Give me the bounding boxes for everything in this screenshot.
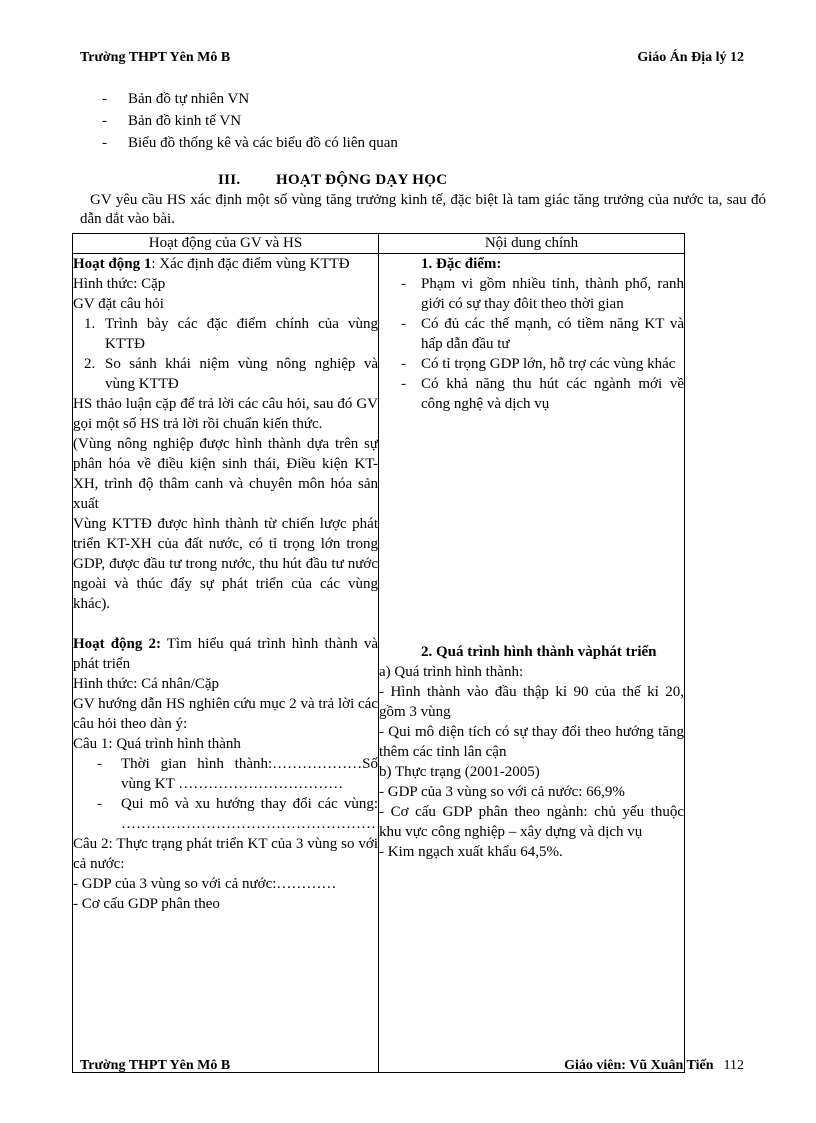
header-subject: Giáo Án Địa lý 12 (637, 50, 744, 65)
subheading-a: a) Quá trình hình thành: (379, 664, 524, 680)
question-1: Câu 1: Quá trình hình thành (73, 736, 241, 752)
question-2: Câu 2: Thực trạng phát triển KT của 3 vùng so với cả nước: (73, 836, 378, 872)
content-heading-2: 2. Quá trình hình thành vàphát triển (421, 644, 657, 660)
section-number: III. (218, 172, 241, 188)
footer-school: Trường THPT Yên Mô B (80, 1058, 231, 1073)
activity-1-questions (73, 314, 378, 394)
list-item: - Bản đồ kinh tế VN (100, 110, 398, 132)
status-item: - Cơ cấu GDP phân theo ngành: chủ yếu thuộc khu vực công nghiệp – xây dựng và dịch vụ (379, 804, 684, 840)
section-title (218, 172, 447, 189)
column-header-activities: Hoạt động của GV và HS (73, 234, 379, 254)
activity-1-paragraph: (Vùng nông nghiệp được hình thành dựa trên sự phân hóa về điều kiện sinh thái, Điều kiện KT-XH, trình độ thâm canh và chuyên môn hóa sản xuất (73, 436, 378, 512)
column-header-content: Nội dung chính (379, 234, 685, 254)
list-item: - Có khả năng thu hút các ngành mới về công nghệ và dịch vụ (379, 374, 684, 414)
header-school: Trường THPT Yên Mô B (80, 50, 231, 65)
question-2-item: - Cơ cấu GDP phân theo (73, 896, 220, 912)
activity-1-paragraph: Vùng KTTĐ được hình thành từ chiến lược phát triển KT-XH của đất nước, có tỉ trọng lớn trong GDP, được đầu tư trong nước, thu hút đầu tư nước ngoài và thúc đẩy sự phát triển của các vùng khác). (73, 516, 378, 612)
footer-teacher: Giáo viên: Vũ Xuân Tiến 112 (564, 1058, 744, 1073)
activity-2-guide: GV hướng dẫn HS nghiên cứu mục 2 và trả lời các câu hỏi theo dàn ý: (73, 696, 378, 732)
formation-item: - Qui mô diện tích có sự thay đổi theo hướng tăng thêm các tỉnh lân cận (379, 724, 684, 760)
status-item: - GDP của 3 vùng so với cả nước: 66,9% (379, 784, 625, 800)
list-item: 2. So sánh khái niệm vùng nông nghiệp và vùng KTTĐ (99, 354, 378, 394)
activity-1-heading: Hoạt động 1: Xác định đặc điểm vùng KTTĐ (73, 256, 350, 272)
content-cell (379, 254, 685, 1073)
activities-cell (73, 254, 379, 1073)
list-item: - Bản đồ tự nhiên VN (100, 88, 398, 110)
formation-item: - Hình thành vào đầu thập kỉ 90 của thế kỉ 20, gồm 3 vùng (379, 684, 684, 720)
list-item: - Có tỉ trọng GDP lớn, hỗ trợ các vùng khác (379, 354, 684, 374)
page-number: 112 (723, 1058, 744, 1073)
list-item: 1. Trình bày các đặc điểm chính của vùng KTTĐ (99, 314, 378, 354)
list-item: - Có đủ các thế mạnh, có tiềm năng KT và hấp dẫn đầu tư (379, 314, 684, 354)
activity-1-paragraph: HS thảo luận cặp để trả lời các câu hỏi, sau đó GV gọi một số HS trả lời rồi chuẩn kiến thức. (73, 396, 378, 432)
question-1-items (73, 754, 378, 834)
status-item: - Kim ngạch xuất khẩu 64,5%. (379, 844, 563, 860)
materials-list (100, 88, 398, 154)
list-item: - Qui mô và xu hướng thay đổi các vùng: …………………………………………… (73, 794, 378, 834)
activity-1-ask: GV đặt câu hỏi (73, 296, 164, 312)
intro-paragraph: GV yêu cầu HS xác định một số vùng tăng trưởng kinh tế, đặc biệt là tam giác tăng trưởng của nước ta, sau đó dẫn dắt vào bài. (80, 192, 766, 227)
activity-2-heading: Hoạt động 2: Tìm hiểu quá trình hình thành và phát triển (73, 636, 378, 672)
activity-1-form: Hình thức: Cặp (73, 276, 166, 292)
features-list (379, 274, 684, 414)
content-heading-1: 1. Đặc điểm: (421, 256, 502, 272)
activity-table (72, 233, 685, 1073)
list-item: - Thời gian hình thành:………………Số vùng KT …………………………… (73, 754, 378, 794)
subheading-b: b) Thực trạng (2001-2005) (379, 764, 540, 780)
question-2-item: - GDP của 3 vùng so với cả nước:………… (73, 876, 337, 892)
section-heading: HOẠT ĐỘNG DẠY HỌC (276, 172, 448, 188)
activity-2-form: Hình thức: Cá nhân/Cặp (73, 676, 220, 692)
list-item: - Biểu đồ thống kê và các biểu đồ có liên quan (100, 132, 398, 154)
list-item: - Phạm vi gồm nhiều tỉnh, thành phố, ranh giới có sự thay đôit theo thời gian (379, 274, 684, 314)
